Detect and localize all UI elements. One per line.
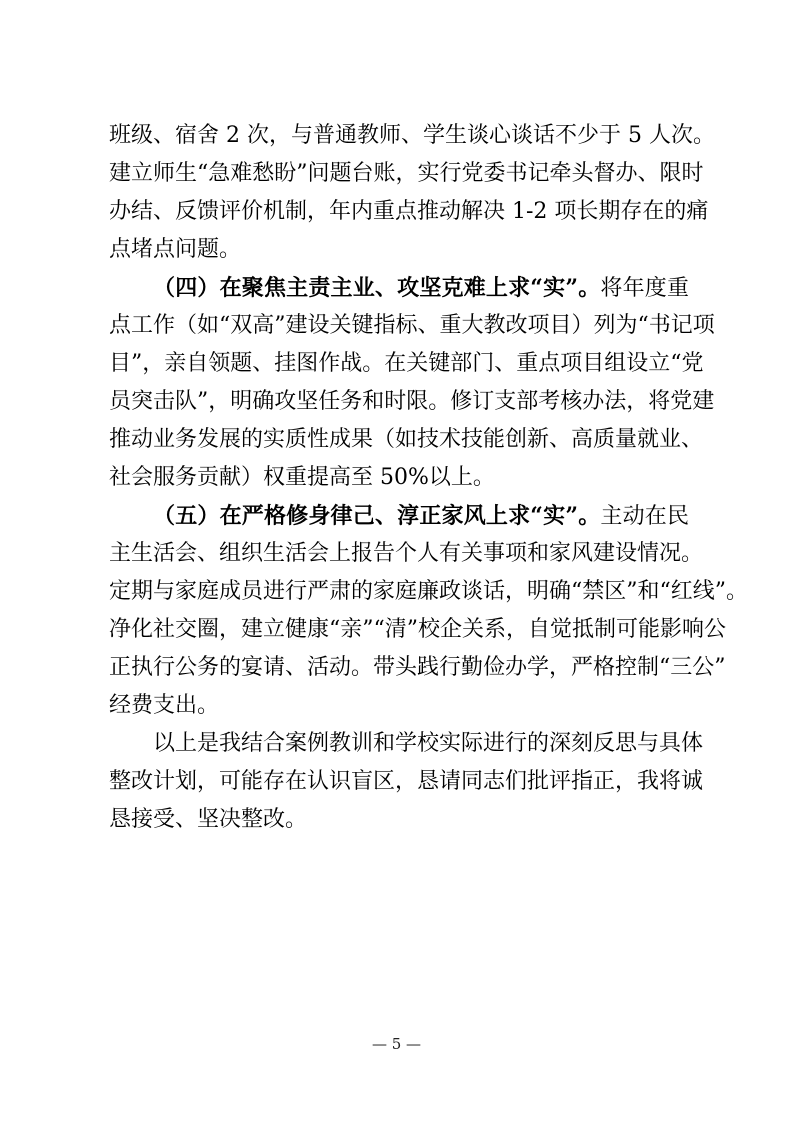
text-line: 员突击队”，明确攻坚任务和时限。修订支部考核办法，将党建 [109, 389, 715, 414]
text-line: 主生活会、组织生活会上报告个人有关事项和家风建设情况。 [109, 541, 704, 566]
section-four-first-line [153, 273, 689, 303]
text-line: 整改计划，可能存在认识盲区，恳请同志们批评指正，我将诚 [109, 769, 704, 794]
page-number: — 5 — [371, 1035, 422, 1053]
section-four-heading: （四）在聚焦主责主业、攻坚克难上求“实”。 [153, 275, 601, 301]
text-line: 以上是我结合案例教训和学校实际进行的深刻反思与具体 [153, 731, 704, 756]
text-line: 点工作（如“双高”建设关键指标、重大教改项目）列为“书记项 [109, 313, 715, 338]
text-line: 净化社交圈，建立健康“亲”“清”校企关系，自觉抵制可能影响公 [109, 617, 726, 642]
section-five-first-line [153, 501, 689, 531]
text-line: 恳接受、坚决整改。 [109, 807, 308, 832]
text-line: 定期与家庭成员进行严肃的家庭廉政谈话，明确“禁区”和“红线”。 [109, 579, 748, 604]
section-four-first-line-rest: 将年度重 [600, 276, 689, 301]
text-line: 社会服务贡献）权重提高至 50%以上。 [109, 465, 495, 490]
text-line: 建立师生“急难愁盼”问题台账，实行党委书记牵头督办、限时 [109, 161, 704, 186]
text-line: 目”，亲自领题、挂图作战。在关键部门、重点项目组设立“党 [109, 351, 704, 376]
text-line: 推动业务发展的实质性成果（如技术技能创新、高质量就业、 [109, 427, 704, 452]
section-five-heading: （五）在严格修身律己、淳正家风上求“实”。 [153, 503, 601, 529]
section-five-first-line-rest: 主动在民 [600, 504, 689, 529]
text-line: 办结、反馈评价机制，年内重点推动解决 1-2 项长期存在的痛 [109, 199, 709, 224]
text-line: 正执行公务的宴请、活动。带头践行勤俭办学，严格控制“三公” [109, 655, 726, 680]
text-line: 班级、宿舍 2 次，与普通教师、学生谈心谈话不少于 5 人次。 [109, 123, 715, 148]
text-line: 经费支出。 [109, 693, 220, 718]
text-line: 点堵点问题。 [109, 237, 242, 262]
